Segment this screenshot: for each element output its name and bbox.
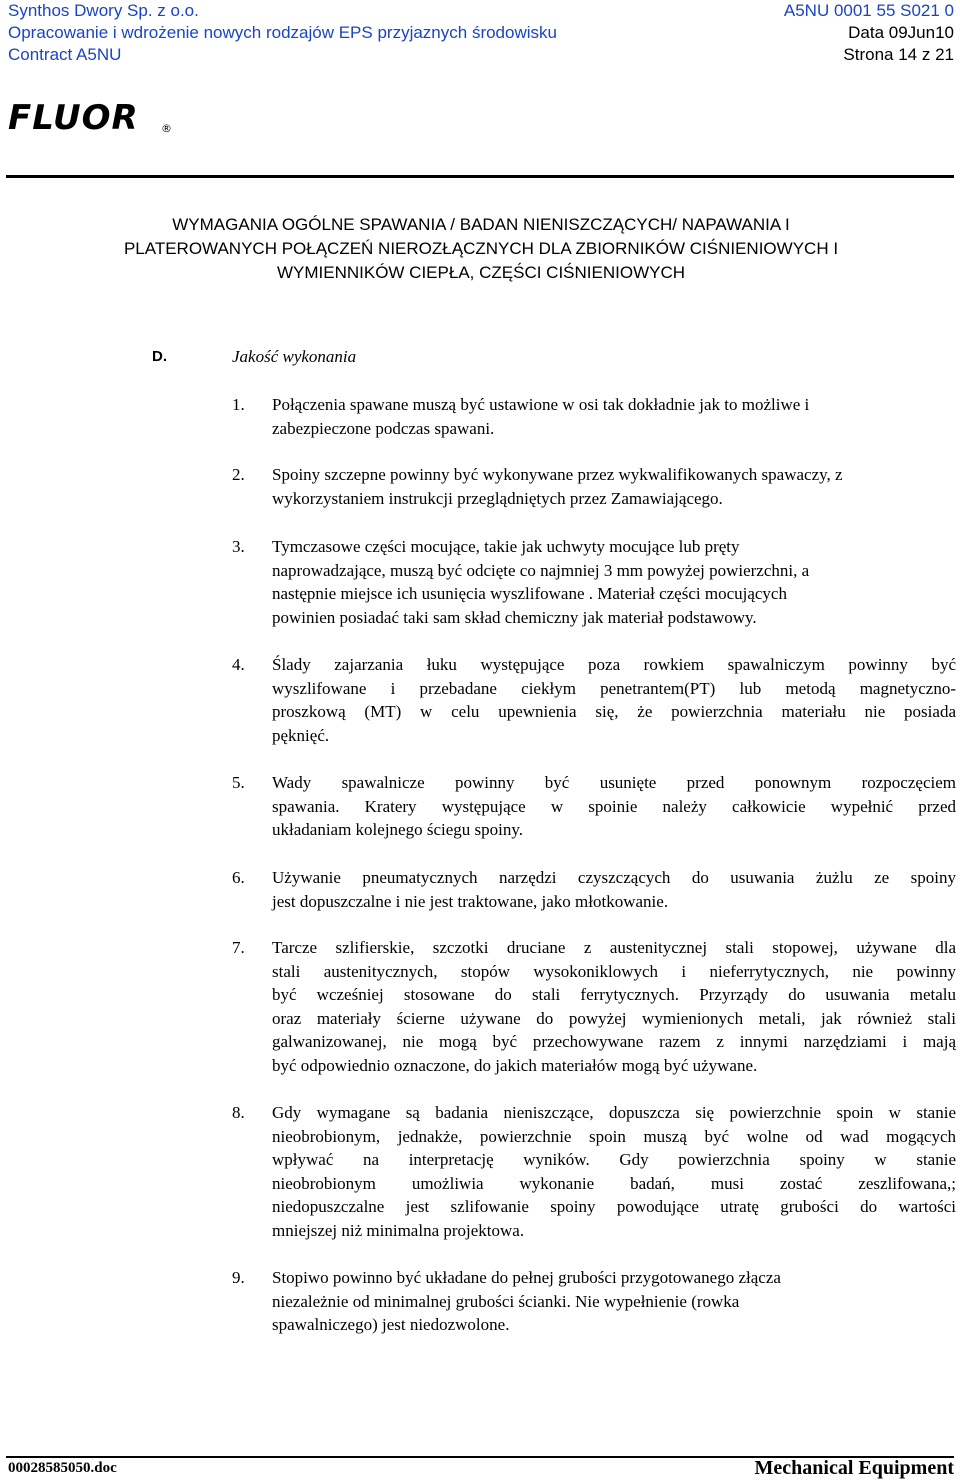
list-item [232, 771, 956, 842]
contract-number: Contract A5NU [8, 45, 122, 64]
section-title: Jakość wykonania [232, 347, 357, 366]
item-line: niezależnie od minimalnej grubości ścianki. Nie wypełnienie (rowka [272, 1291, 740, 1311]
list-item [232, 866, 956, 913]
list-item [232, 653, 956, 747]
item-line: spawalniczego) jest niedozwolone. [272, 1315, 510, 1334]
section-letter: D. [152, 348, 167, 365]
item-line: Wady spawalnicze powinny być usunięte przed ponownym rozpoczęciem [272, 773, 956, 792]
footer-filename: 00028585050.doc [8, 1460, 117, 1476]
item-line: Połączenia spawane muszą być ustawione w osi tak dokładnie jak to możliwe i [272, 395, 810, 414]
item-number: 2. [232, 465, 245, 484]
item-line: Spoiny szczepne powinny być wykonywane przez wykwalifikowanych spawaczy, z [272, 465, 843, 484]
project-title: Opracowanie i wdrożenie nowych rodzajów EPS przyjaznych środowisku [8, 23, 557, 42]
item-line: naprowadzające, muszą być odcięte co najmniej 3 mm powyżej powierzchni, a [272, 560, 810, 580]
item-line: zabezpieczone podczas spawani. [272, 418, 495, 438]
section-heading [232, 345, 356, 369]
item-line: jest dopuszczalne i nie jest traktowane, jako młotkowanie. [272, 891, 669, 911]
item-line: wyszlifowane i przebadane ciekłym penetrantem(PT) lub metodą magnetyczno- [272, 678, 956, 698]
item-number: 3. [232, 537, 245, 556]
item-line: oraz materiały ścierne używane do powyżej wymienionych metali, jak również stali [272, 1008, 956, 1028]
item-line: następnie miejsce ich usunięcia wyszlifowane . Materiał części mocujących [272, 584, 787, 603]
item-line: Stopiwo powinno być układane do pełnej grubości przygotowanego złącza [272, 1268, 781, 1287]
item-line: Tymczasowe części mocujące, takie jak uchwyty mocujące lub pręty [272, 537, 740, 556]
footer-label: Mechanical Equipment [754, 1457, 954, 1479]
item-number: 9. [232, 1268, 245, 1287]
title-line: WYMIENNIKÓW CIEPŁA, CZĘŚCI CIŚNIENIOWYCH [276, 263, 686, 282]
list-item [232, 936, 956, 1077]
item-line: spawania. Kratery występujące w spoinie należy całkowicie wypełnić przed [272, 796, 956, 816]
page-number: Strona 14 z 21 [843, 45, 954, 64]
item-line: niedopuszczalne jest szlifowanie spoiny powodujące utratę grubości do wartości [272, 1197, 956, 1216]
header-divider [6, 175, 954, 178]
list-item [232, 1101, 956, 1242]
item-number: 8. [232, 1103, 245, 1122]
item-line: wykorzystaniem instrukcji przeglądniętych przez Zamawiającego. [272, 488, 723, 508]
title-line: PLATEROWANYCH POŁĄCZEŃ NIEROZŁĄCZNYCH DLA ZBIORNIKÓW CIŚNIENIOWYCH I [123, 239, 839, 258]
item-line: Używanie pneumatycznych narzędzi czyszczących do usuwania żużlu ze spoiny [272, 868, 956, 887]
item-line: być odpowiednio oznaczone, do jakich materiałów mogą być używane. [272, 1055, 758, 1075]
item-line: Gdy wymagane są badania nieniszczące, dopuszcza się powierzchnie spoin w stanie [272, 1103, 956, 1122]
item-line: Ślady zajarzania łuku występujące poza rowkiem spawalniczym powinny być [272, 655, 956, 674]
list-item [232, 535, 956, 629]
item-line: układaniam kolejnego ściegu spoiny. [272, 820, 524, 839]
company-name: Synthos Dwory Sp. z o.o. [8, 1, 199, 20]
item-line: być wcześniej stosowane do stali ferrytycznych. Przyrządy do usuwania metalu [272, 985, 956, 1004]
item-line: proszkową (MT) w celu upewnienia się, że powierzchnia materiału nie posiada [272, 702, 956, 721]
document-title [8, 213, 954, 285]
item-line: stali austenitycznych, stopów wysokoniklowych i nieferrytycznych, nie powinny [272, 961, 956, 981]
logo-wordmark: FLUOR [8, 98, 139, 138]
document-code: A5NU 0001 55 S021 0 [783, 1, 954, 20]
fluor-logo [8, 98, 172, 138]
item-number: 7. [232, 938, 245, 957]
item-line: powinien posiadać taki sam skład chemiczny jak materiał podstawowy. [272, 607, 757, 627]
item-line: galwanizowanej, nie mogą być przechowywane razem z innymi narzędziami i mają [272, 1032, 956, 1051]
item-number: 4. [232, 655, 245, 674]
registered-mark-icon: ® [161, 122, 172, 135]
list-item [232, 463, 956, 510]
item-line: pęknięć. [272, 725, 330, 745]
item-number: 6. [232, 868, 245, 887]
list-item [232, 1266, 956, 1337]
item-line: nieobrobionym umożliwia wykonanie badań, musi zostać zeszlifowana,; [272, 1173, 956, 1193]
item-number: 5. [232, 773, 245, 792]
item-line: nieobrobionym, jednakże, powierzchnie spoin muszą być wolne od wad mogących [272, 1126, 956, 1146]
document-date: Data 09Jun10 [848, 23, 954, 42]
item-line: wpływać na interpretację wyników. Gdy powierzchnia spoiny w stanie [272, 1150, 956, 1169]
item-number: 1. [232, 395, 245, 414]
list-item [232, 393, 956, 440]
item-line: mniejszej niż minimalna projektowa. [272, 1220, 525, 1240]
item-line: Tarcze szlifierskie, szczotki druciane z austenitycznej stali stopowej, używane dla [272, 938, 956, 957]
title-line: WYMAGANIA OGÓLNE SPAWANIA / BADAN NIENISZCZĄCYCH/ NAPAWANIA I [172, 215, 790, 234]
